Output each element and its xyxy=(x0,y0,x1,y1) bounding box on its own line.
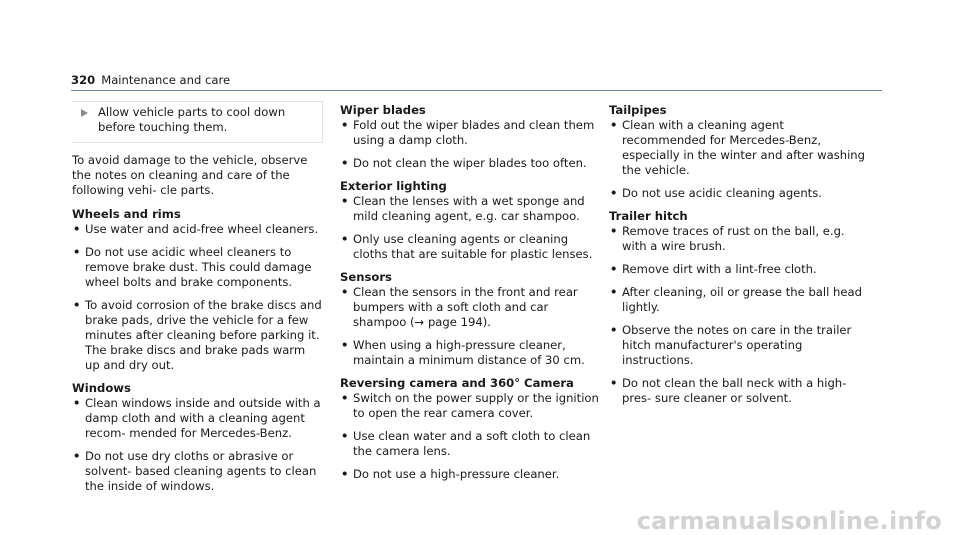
bullet-icon: • xyxy=(610,224,618,238)
list-item-text: Remove dirt with a lint-free cloth. xyxy=(622,262,817,276)
column-3 xyxy=(609,103,871,414)
list-item xyxy=(340,391,602,421)
section-heading: Wheels and rims xyxy=(72,207,181,221)
bullet-list xyxy=(340,285,602,368)
column-1 xyxy=(72,103,322,502)
bullet-list xyxy=(609,118,871,201)
header-rule xyxy=(71,90,882,91)
bullet-icon: • xyxy=(341,429,349,443)
list-item-text: Clean with a cleaning agent recommended for Mercedes-Benz, especially in the winter and after washing the vehicle. xyxy=(622,118,866,177)
list-item xyxy=(609,285,871,315)
list-item-text: Use water and acid-free wheel cleaners. xyxy=(85,222,319,236)
list-item-text: Use clean water and a soft cloth to clean the camera lens. xyxy=(353,429,591,458)
list-item-text: Clean the sensors in the front and rear bumpers with a soft cloth and car shampoo (→ page 194). xyxy=(353,285,578,329)
list-item xyxy=(72,396,322,441)
note-box xyxy=(72,101,323,143)
bullet-icon: • xyxy=(610,262,618,276)
list-item xyxy=(340,429,602,459)
bullet-icon: • xyxy=(610,376,618,390)
bullet-icon: • xyxy=(341,156,349,170)
list-item-text: Do not use acidic wheel cleaners to remove brake dust. This could damage wheel bolts and brake components. xyxy=(85,245,312,289)
list-item xyxy=(340,285,602,330)
bullet-icon: • xyxy=(341,118,349,132)
section-heading: Tailpipes xyxy=(609,103,667,117)
bullet-icon: • xyxy=(341,338,349,352)
section-title: Maintenance and care xyxy=(101,73,231,87)
bullet-icon: • xyxy=(610,186,618,200)
bullet-list xyxy=(72,396,322,494)
column-2 xyxy=(340,103,602,490)
note-text: Allow vehicle parts to cool down before touching them. xyxy=(98,105,286,134)
section-heading: Sensors xyxy=(340,270,392,284)
list-item-text: Clean windows inside and outside with a damp cloth and with a cleaning agent recom- mended for Mercedes-Benz. xyxy=(85,396,321,440)
bullet-icon: • xyxy=(73,298,81,312)
page-number: 320 xyxy=(71,73,96,87)
list-item-text: Fold out the wiper blades and clean them using a damp cloth. xyxy=(353,118,595,147)
list-item xyxy=(340,156,602,171)
list-item-text: Do not use acidic cleaning agents. xyxy=(622,186,822,200)
list-item xyxy=(340,232,602,262)
list-item-text: Remove traces of rust on the ball, e.g. with a wire brush. xyxy=(622,224,845,253)
arrow-right-icon xyxy=(81,109,88,117)
list-item-text: Do not clean the wiper blades too often. xyxy=(353,156,587,170)
list-item xyxy=(609,186,871,201)
list-item xyxy=(340,194,602,224)
list-item xyxy=(340,338,602,368)
list-item-text: Do not use a high-pressure cleaner. xyxy=(353,467,560,481)
bullet-icon: • xyxy=(610,118,618,132)
list-item-text: Do not use dry cloths or abrasive or solvent- based cleaning agents to clean the inside of windows. xyxy=(85,449,317,493)
bullet-list xyxy=(72,222,322,373)
list-item-text: To avoid corrosion of the brake discs and brake pads, drive the vehicle for a few minutes after cleaning before parking it. The brake discs and brake pads warm up and dry out. xyxy=(85,298,322,372)
list-item-text: Clean the lenses with a wet sponge and mild cleaning agent, e.g. car shampoo. xyxy=(353,194,585,223)
list-item xyxy=(340,118,602,148)
list-item-text: Only use cleaning agents or cleaning cloths that are suitable for plastic lenses. xyxy=(353,232,593,261)
list-item xyxy=(609,376,871,406)
bullet-icon: • xyxy=(341,467,349,481)
intro-paragraph: To avoid damage to the vehicle, observe the notes on cleaning and care of the following vehi- cle parts. xyxy=(72,153,308,197)
bullet-icon: • xyxy=(341,285,349,299)
list-item xyxy=(72,298,322,373)
bullet-icon: • xyxy=(73,245,81,259)
section-heading: Exterior lighting xyxy=(340,179,447,193)
bullet-icon: • xyxy=(73,396,81,410)
list-item xyxy=(72,222,322,237)
list-item xyxy=(609,118,871,178)
list-item-text: Observe the notes on care in the trailer hitch manufacturer's operating instructions. xyxy=(622,323,852,367)
col3-sections xyxy=(609,103,871,406)
bullet-icon: • xyxy=(610,285,618,299)
list-item-text: Switch on the power supply or the ignition to open the rear camera cover. xyxy=(353,391,599,420)
list-item-text: When using a high-pressure cleaner, maintain a minimum distance of 30 cm. xyxy=(353,338,585,367)
bullet-list xyxy=(340,194,602,262)
col2-sections xyxy=(340,103,602,482)
col1-sections xyxy=(72,207,322,494)
bullet-icon: • xyxy=(341,232,349,246)
list-item-text: Do not clean the ball neck with a high-pres- sure cleaner or solvent. xyxy=(622,376,847,405)
bullet-list xyxy=(340,391,602,482)
list-item-text: After cleaning, oil or grease the ball head lightly. xyxy=(622,285,862,314)
list-item xyxy=(609,262,871,277)
bullet-icon: • xyxy=(73,449,81,463)
bullet-icon: • xyxy=(341,194,349,208)
watermark: carmanualsonline.info xyxy=(636,507,942,535)
list-item xyxy=(72,449,322,494)
section-heading: Reversing camera and 360° Camera xyxy=(340,376,574,390)
bullet-list xyxy=(609,224,871,406)
list-item xyxy=(609,323,871,368)
list-item xyxy=(72,245,322,290)
bullet-icon: • xyxy=(610,323,618,337)
section-heading: Wiper blades xyxy=(340,103,426,117)
list-item xyxy=(609,224,871,254)
section-heading: Trailer hitch xyxy=(609,209,688,223)
section-heading: Windows xyxy=(72,381,131,395)
page-header xyxy=(71,73,882,91)
list-item xyxy=(340,467,602,482)
bullet-icon: • xyxy=(73,222,81,236)
bullet-icon: • xyxy=(341,391,349,405)
bullet-list xyxy=(340,118,602,171)
